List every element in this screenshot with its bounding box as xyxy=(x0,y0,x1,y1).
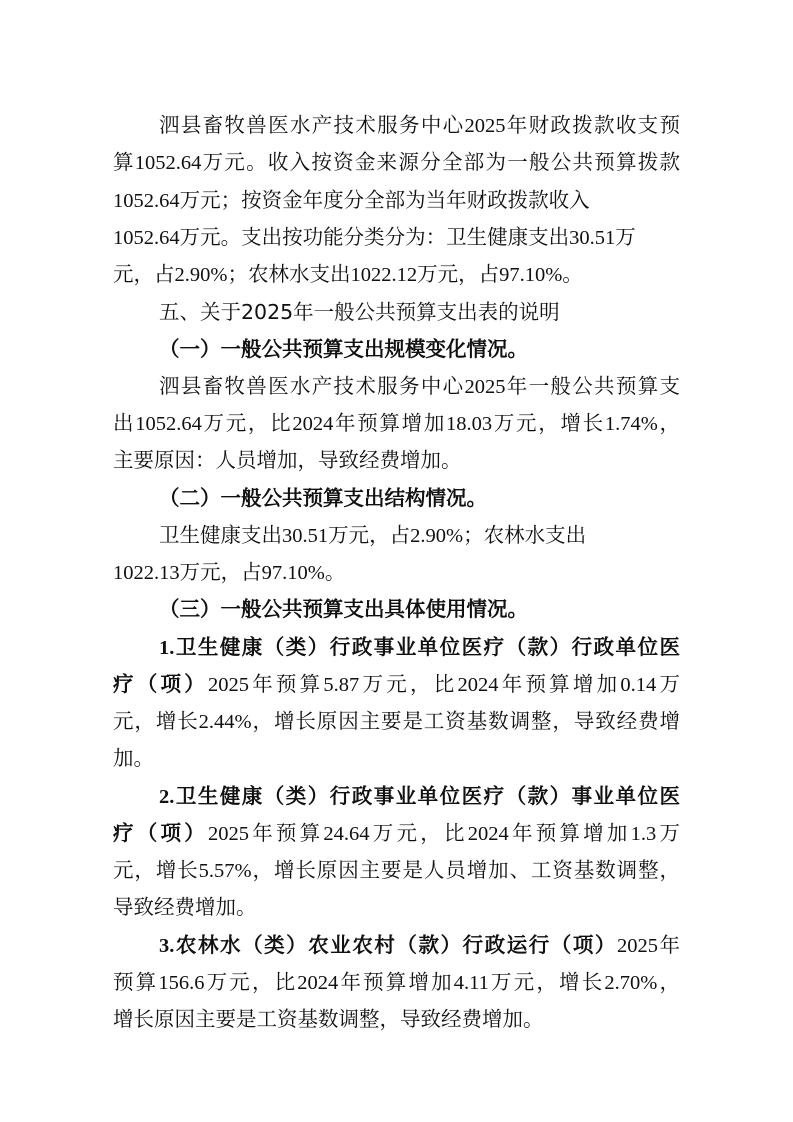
usage-item-text: 2025年预算24.64万元，比2024年预算增加1.3万 xyxy=(207,822,681,845)
section-five-heading: 五、关于2025年一般公共预算支出表的说明 xyxy=(159,300,560,325)
intro-line: 元，占2.90%；农林水支出1022.12万元，占97.10%。 xyxy=(113,264,583,286)
usage-item-line xyxy=(113,667,680,704)
structure-line: 卫生健康支出30.51万元，占2.90%；农林水支出 xyxy=(159,524,587,547)
usage-item-line: 导致经费增加。 xyxy=(113,897,257,920)
scale-change-line: 出1052.64万元，比2024年预算增加18.03万元，增长1.74%， xyxy=(113,413,680,435)
usage-item-line: 增长原因主要是工资基数调整，导致经费增加。 xyxy=(113,1009,544,1031)
subsection-usage-title: （三）一般公共预算支出具体使用情况。 xyxy=(159,599,528,622)
usage-item-heading: 1.卫生健康（类）行政事业单位医疗（款）行政单位医 xyxy=(159,636,680,659)
intro-line: 泗县畜牧兽医水产技术服务中心2025年财政拨款收支预 xyxy=(159,115,680,137)
document-body xyxy=(113,108,680,1039)
subsection-scale-title: （一）一般公共预算支出规模变化情况。 xyxy=(159,338,528,361)
structure-line: 1022.13万元，占97.10%。 xyxy=(113,562,346,584)
usage-item-line: 预算156.6万元，比2024年预算增加4.11万元，增长2.70%， xyxy=(113,971,680,994)
usage-item-line xyxy=(113,928,680,965)
usage-item-heading-cont: 疗（项） xyxy=(113,822,208,845)
usage-item-heading-cont: 疗（项） xyxy=(113,673,208,696)
usage-item-text: 2025年 xyxy=(616,934,681,957)
usage-item-text: 2025年预算5.87万元，比2024年预算增加0.14万 xyxy=(207,673,681,696)
usage-item-line: 元，增长5.57%，增长原因主要是人员增加、工资基数调整， xyxy=(113,860,680,882)
usage-item-heading: 2.卫生健康（类）行政事业单位医疗（款）事业单位医 xyxy=(159,785,680,808)
intro-line: 1052.64万元；按资金年度分全部为当年财政拨款收入 xyxy=(113,189,590,212)
usage-item-line xyxy=(113,816,680,853)
usage-item-heading: 3.农林水（类）农业农村（款）行政运行（项） xyxy=(159,934,617,957)
subsection-structure-title: （二）一般公共预算支出结构情况。 xyxy=(159,487,487,510)
intro-line: 1052.64万元。支出按功能分类分为：卫生健康支出30.51万 xyxy=(113,226,636,249)
scale-change-line: 主要原因：人员增加，导致经费增加。 xyxy=(113,450,462,473)
scale-change-line: 泗县畜牧兽医水产技术服务中心2025年一般公共预算支 xyxy=(159,375,680,398)
usage-item-line: 加。 xyxy=(113,748,154,771)
usage-item-line: 元，增长2.44%，增长原因主要是工资基数调整，导致经费增 xyxy=(113,711,680,733)
intro-line: 算1052.64万元。收入按资金来源分全部为一般公共预算拨款 xyxy=(113,152,680,175)
